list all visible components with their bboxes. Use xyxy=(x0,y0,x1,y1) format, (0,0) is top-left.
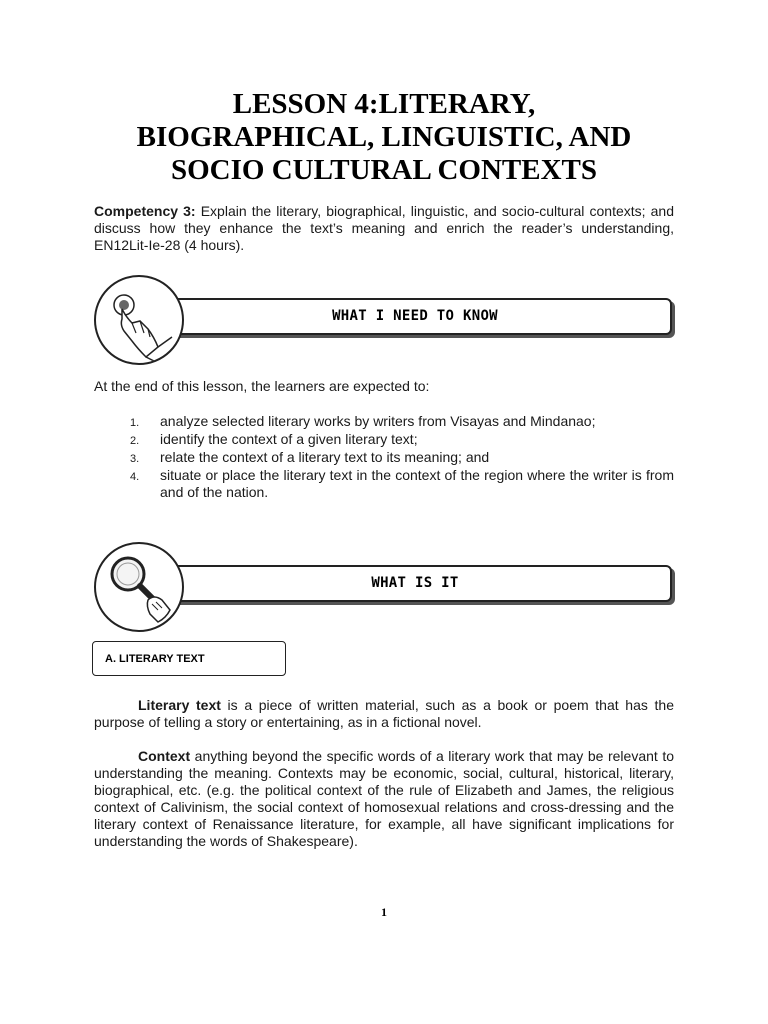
context-paragraph xyxy=(94,748,674,850)
list-number: 4. xyxy=(130,471,140,483)
list-text: analyze selected literary works by writers from Visayas and Mindanao; xyxy=(160,413,596,429)
literary-text-definition: is a piece of written material, such as a book or poem that has the purpose of telling a story or entertaining, as in a fictional novel. xyxy=(94,697,674,730)
banner-label: WHAT I NEED TO KNOW xyxy=(332,308,498,324)
banner-what-is-it xyxy=(94,552,676,642)
list-number: 1. xyxy=(130,417,140,429)
magnifying-glass-icon xyxy=(94,542,184,632)
term-context: Context xyxy=(138,748,191,764)
banner-what-i-need-to-know xyxy=(94,285,676,375)
intro-text: At the end of this lesson, the learners are expected to: xyxy=(94,378,430,394)
pointing-hand-icon xyxy=(94,275,184,365)
literary-text-paragraph xyxy=(94,697,674,731)
list-item xyxy=(130,467,674,501)
list-text: situate or place the literary text in the context of the region where the writer is from and of the nation. xyxy=(160,467,674,500)
context-definition: anything beyond the specific words of a literary work that may be relevant to understanding the meaning. Contexts may be economic, social, cultural, historical, literary, biographical, etc. (e.g. the political context of the rule of Elizabeth and James, the religious context of Calivinism, the social context of homosexual relations and cross-dressing and the literary context of Renaissance literature, for example, all have significant implications for understanding the words of Shakespeare). xyxy=(94,748,674,849)
banner-bar xyxy=(158,565,672,602)
list-text: identify the context of a given literary text; xyxy=(160,431,418,447)
competency-paragraph xyxy=(94,203,674,254)
list-item xyxy=(130,431,674,448)
title-line-3: SOCIO CULTURAL CONTEXTS xyxy=(171,154,597,186)
section-a-label: A. LITERARY TEXT xyxy=(105,653,205,665)
page-number: 1 xyxy=(381,905,387,919)
section-a-box xyxy=(92,641,286,676)
list-number: 3. xyxy=(130,453,140,465)
term-literary-text: Literary text xyxy=(138,697,221,713)
competency-label: Competency 3: xyxy=(94,203,196,219)
list-item xyxy=(130,413,674,430)
title-line-2: BIOGRAPHICAL, LINGUISTIC, AND xyxy=(136,121,632,153)
list-item xyxy=(130,449,674,466)
objectives-list xyxy=(130,413,674,502)
banner-bar xyxy=(158,298,672,335)
list-text: relate the context of a literary text to its meaning; and xyxy=(160,449,490,465)
title-line-1: LESSON 4:LITERARY, xyxy=(232,88,536,120)
banner-label: WHAT IS IT xyxy=(371,575,459,591)
competency-text: Explain the literary, biographical, linguistic, and socio-cultural contexts; and discuss how they enhance the text’s meaning and enrich the reader’s understanding, EN12Lit-Ie-28 (4 hours). xyxy=(94,203,675,253)
list-number: 2. xyxy=(130,435,140,447)
lesson-title xyxy=(60,88,708,187)
